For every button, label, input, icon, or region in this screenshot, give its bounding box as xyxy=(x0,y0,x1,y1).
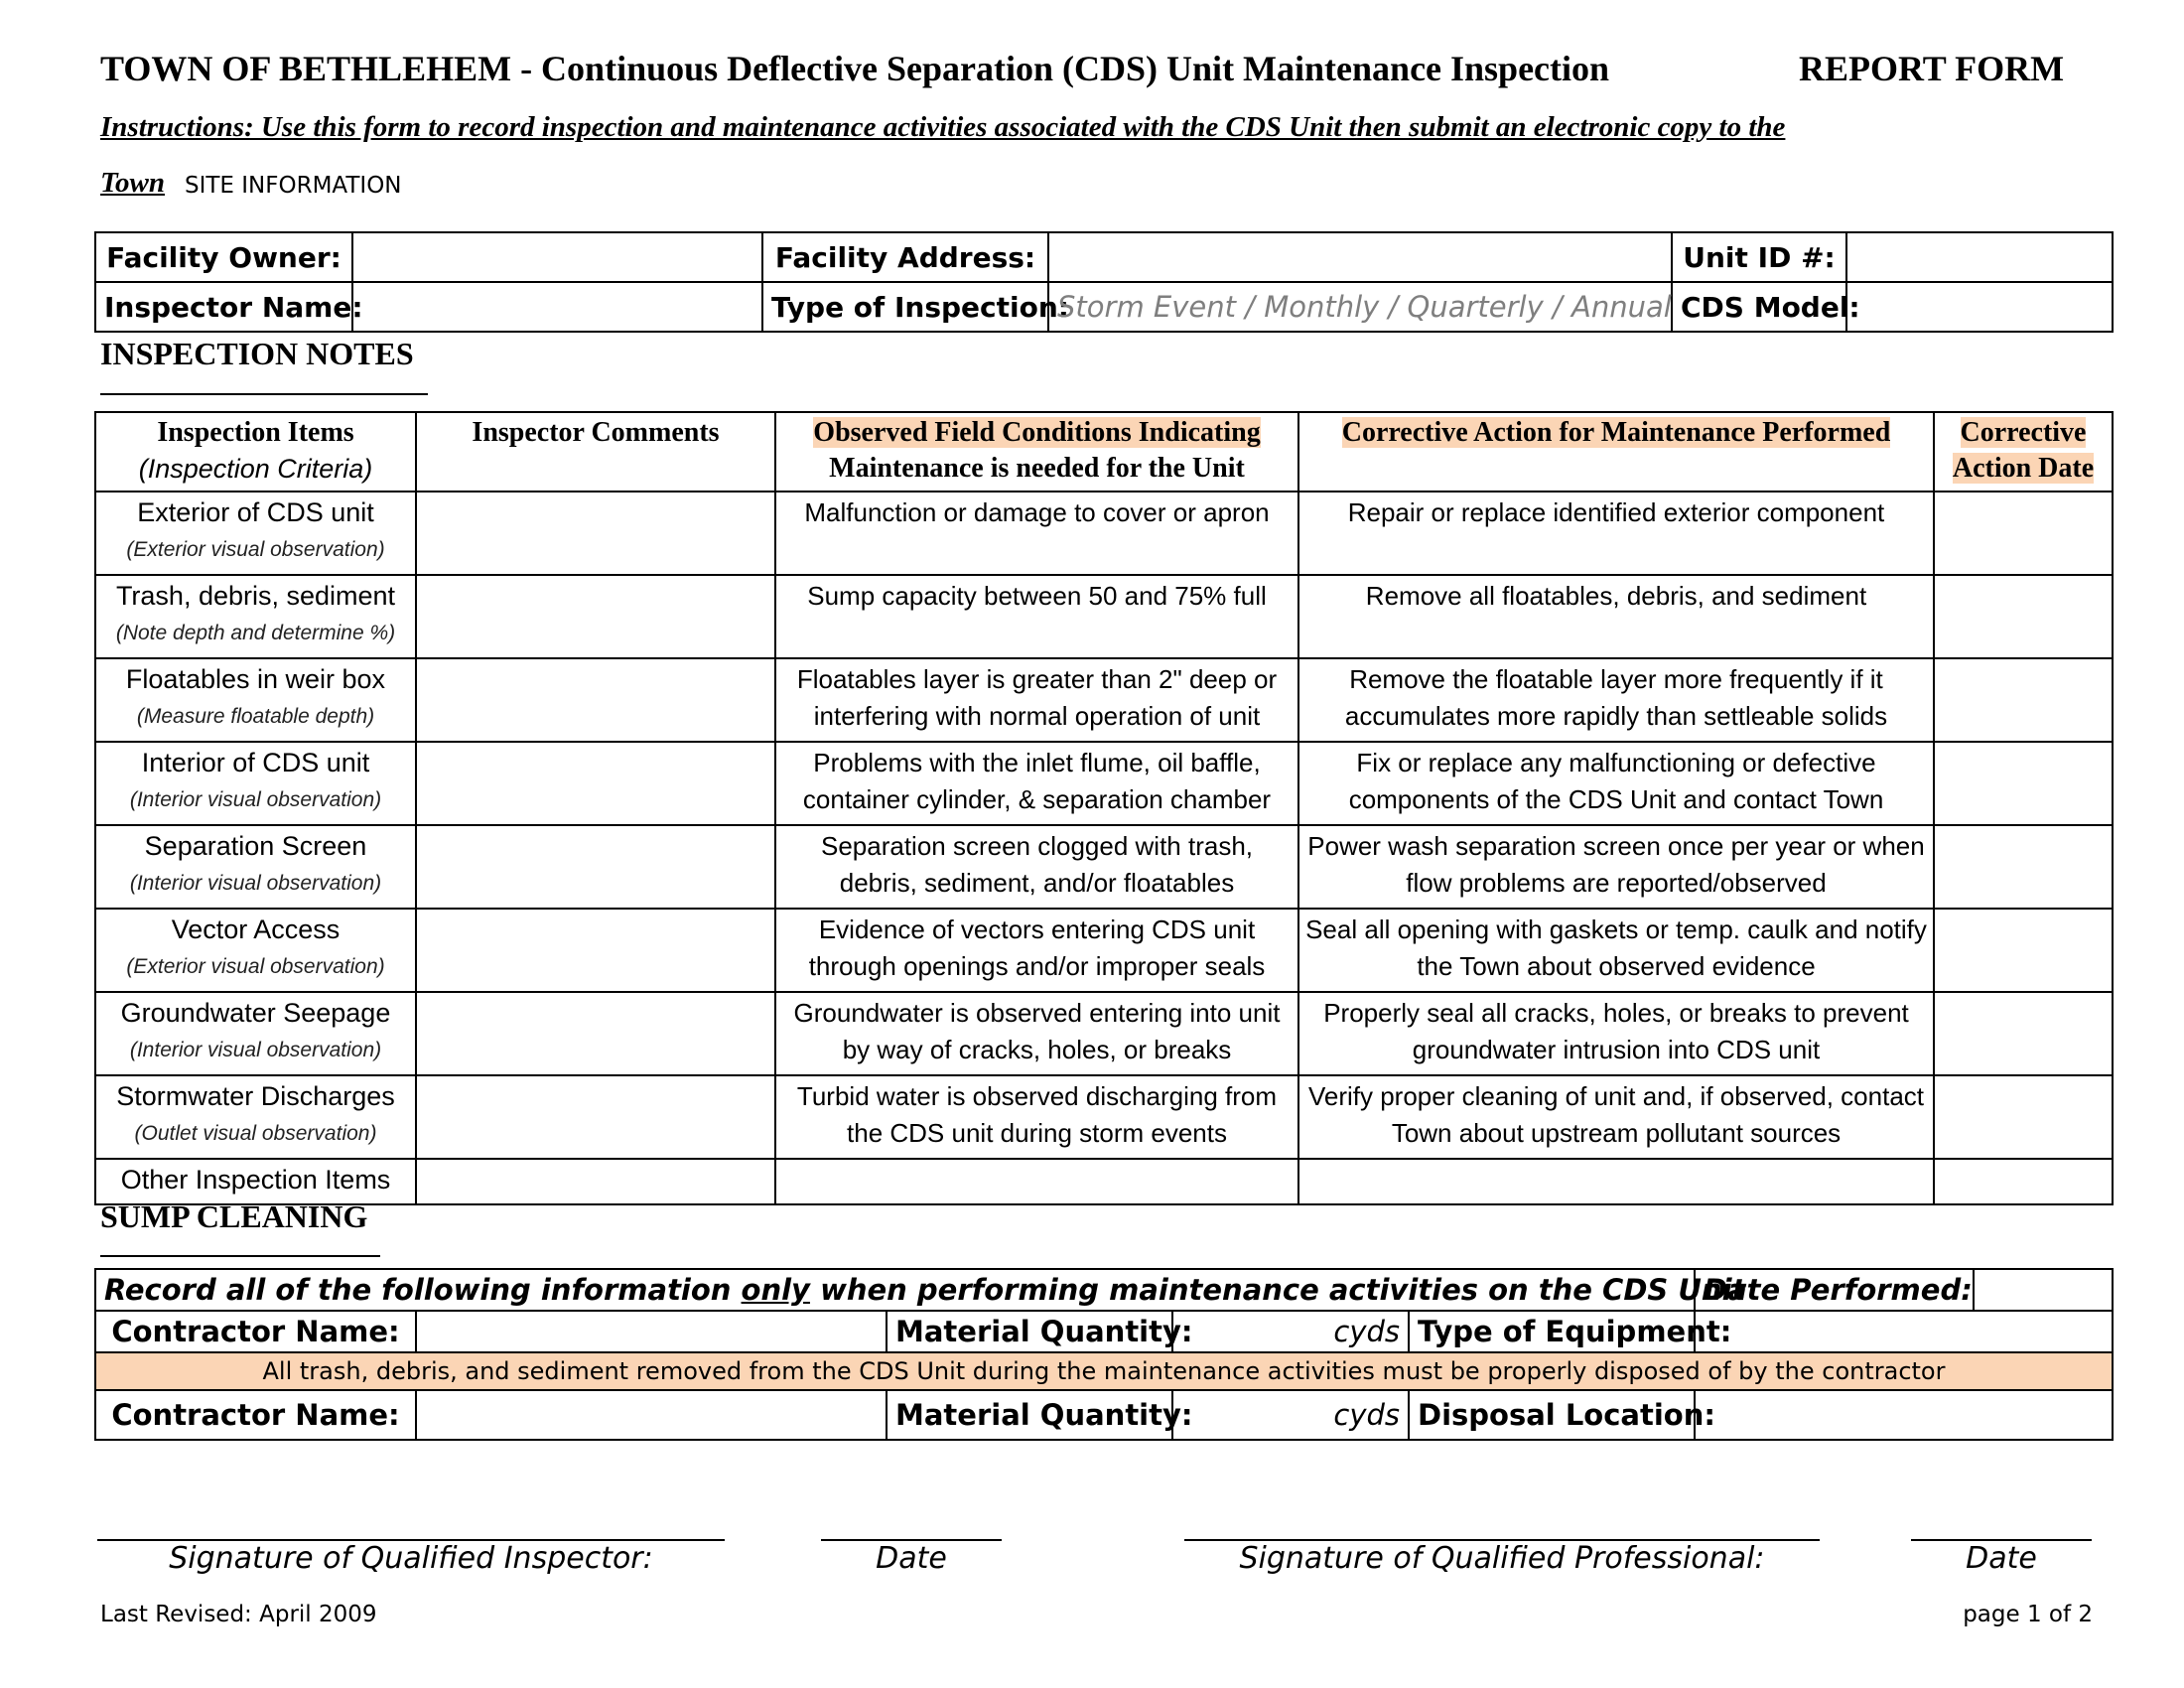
table-row xyxy=(95,492,2113,575)
column-corrective-action-label: Corrective Action for Maintenance Performed xyxy=(1341,417,1891,448)
material-quantity-field-2[interactable]: cyds xyxy=(1172,1390,1409,1440)
column-inspection-criteria: (Inspection Criteria) xyxy=(138,454,373,484)
facility-owner-field[interactable] xyxy=(352,232,762,282)
unit-id-label: Unit ID #: xyxy=(1672,232,1846,282)
table-row xyxy=(95,992,2113,1075)
corrective-action: Power wash separation screen once per year or when flow problems are reported/observed xyxy=(1298,825,1934,909)
sump-cleaning-rule xyxy=(100,1255,380,1257)
inspection-item-cell xyxy=(95,909,416,992)
inspection-item: Groundwater Seepage xyxy=(120,998,391,1028)
inspection-criteria: (Interior visual observation) xyxy=(129,872,382,895)
inspection-criteria: (Measure floatable depth) xyxy=(136,705,375,728)
column-corrective-date-line-1: Corrective xyxy=(1960,417,2087,448)
inspection-item-cell xyxy=(95,992,416,1075)
observed-condition: Separation screen clogged with trash, debris, sediment, and/or floatables xyxy=(775,825,1298,909)
form-title: TOWN OF BETHLEHEM - Continuous Deflective Separation (CDS) Unit Maintenance Inspection xyxy=(100,49,1610,88)
instructions-line-2: Town xyxy=(100,167,166,199)
inspection-type-label: Type of Inspection: xyxy=(762,282,1048,332)
observed-condition: Malfunction or damage to cover or apron xyxy=(775,492,1298,575)
inspection-criteria: (Interior visual observation) xyxy=(129,1039,382,1061)
corrective-action-date-field[interactable] xyxy=(1934,658,2113,742)
professional-date-label: Date xyxy=(1966,1541,2037,1576)
unit-id-field[interactable] xyxy=(1846,232,2113,282)
other-inspection-items-text: Other Inspection Items xyxy=(120,1165,391,1195)
observed-condition: Evidence of vectors entering CDS unit through openings and/or improper seals xyxy=(775,909,1298,992)
inspection-item-cell xyxy=(95,1075,416,1159)
corrective-action: Repair or replace identified exterior component xyxy=(1298,492,1934,575)
last-revised: Last Revised: April 2009 xyxy=(100,1602,377,1627)
other-condition-field[interactable] xyxy=(775,1159,1298,1204)
column-corrective-action xyxy=(1298,412,1934,492)
contractor-name-field[interactable] xyxy=(416,1311,887,1352)
site-information-heading: SITE INFORMATION xyxy=(185,173,402,199)
cds-model-field[interactable] xyxy=(1846,282,2113,332)
table-row xyxy=(95,658,2113,742)
inspection-item-cell xyxy=(95,492,416,575)
column-corrective-date-line-2: Action Date xyxy=(1952,453,2095,484)
inspection-item-cell xyxy=(95,575,416,658)
record-instruction xyxy=(95,1269,1746,1311)
contractor-name-label: Contractor Name: xyxy=(95,1311,416,1352)
inspection-criteria: (Exterior visual observation) xyxy=(126,955,385,978)
inspector-comments-field[interactable] xyxy=(416,992,775,1075)
equipment-type-field[interactable] xyxy=(1695,1311,2113,1352)
record-instruction-after: when performing maintenance activities on the CDS Unit xyxy=(809,1273,1746,1307)
inspection-criteria: (Note depth and determine %) xyxy=(115,622,396,644)
record-instruction-only: only xyxy=(741,1273,810,1307)
observed-condition: Floatables layer is greater than 2" deep or interfering with normal operation of unit xyxy=(775,658,1298,742)
inspection-item: Trash, debris, sediment xyxy=(115,581,396,611)
date-performed-label: Date Performed: xyxy=(1695,1269,1974,1311)
date-performed-field[interactable] xyxy=(1974,1269,2113,1311)
table-row xyxy=(95,575,2113,658)
observed-condition: Problems with the inlet flume, oil baffle, container cylinder, & separation chamber xyxy=(775,742,1298,825)
corrective-action-date-field[interactable] xyxy=(1934,492,2113,575)
material-quantity-label: Material Quantity: xyxy=(887,1311,1172,1352)
other-date-field[interactable] xyxy=(1934,1159,2113,1204)
column-observed-conditions-line-2: Maintenance is needed for the Unit xyxy=(829,453,1245,484)
other-action-field[interactable] xyxy=(1298,1159,1934,1204)
inspector-signature-label: Signature of Qualified Inspector: xyxy=(169,1541,653,1576)
inspection-item: Stormwater Discharges xyxy=(116,1081,395,1111)
column-observed-conditions xyxy=(775,412,1298,492)
corrective-action: Verify proper cleaning of unit and, if observed, contact Town about upstream pollutant sources xyxy=(1298,1075,1934,1159)
instructions-line-1: Instructions: Use this form to record inspection and maintenance activities associated with the CDS Unit then submit an electronic copy to the xyxy=(100,111,1786,143)
corrective-action-date-field[interactable] xyxy=(1934,1075,2113,1159)
corrective-action: Remove all floatables, debris, and sediment xyxy=(1298,575,1934,658)
inspector-comments-field[interactable] xyxy=(416,742,775,825)
inspection-item-cell xyxy=(95,658,416,742)
column-inspection-items xyxy=(95,412,416,492)
column-observed-conditions-line-1: Observed Field Conditions Indicating xyxy=(813,417,1261,448)
table-row xyxy=(95,1075,2113,1159)
disposal-location-field[interactable] xyxy=(1695,1390,2113,1440)
cds-model-label: CDS Model: xyxy=(1672,282,1846,332)
inspection-item: Separation Screen xyxy=(144,831,367,861)
other-comments-field[interactable] xyxy=(416,1159,775,1204)
page-number: page 1 of 2 xyxy=(1963,1602,2093,1627)
inspection-notes-rule xyxy=(100,393,428,395)
inspector-comments-field[interactable] xyxy=(416,909,775,992)
record-instruction-before: Record all of the following information xyxy=(104,1273,742,1307)
corrective-action: Properly seal all cracks, holes, or breaks to prevent groundwater intrusion into CDS unit xyxy=(1298,992,1934,1075)
inspection-table xyxy=(94,411,2114,1205)
inspection-item: Vector Access xyxy=(171,914,341,944)
inspection-item-cell xyxy=(95,825,416,909)
inspector-comments-field[interactable] xyxy=(416,492,775,575)
corrective-action-date-field[interactable] xyxy=(1934,992,2113,1075)
facility-address-label: Facility Address: xyxy=(762,232,1048,282)
inspection-notes-heading: INSPECTION NOTES xyxy=(100,336,414,371)
sump-cleaning-heading: SUMP CLEANING xyxy=(100,1198,368,1234)
inspector-name-label: Inspector Name: xyxy=(95,282,352,332)
professional-signature-label: Signature of Qualified Professional: xyxy=(1239,1541,1765,1576)
inspector-date-label: Date xyxy=(876,1541,947,1576)
corrective-action-date-field[interactable] xyxy=(1934,825,2113,909)
facility-owner-label: Facility Owner: xyxy=(95,232,352,282)
inspection-type-field[interactable]: Storm Event / Monthly / Quarterly / Annual xyxy=(1048,282,1672,332)
observed-condition: Turbid water is observed discharging from the CDS unit during storm events xyxy=(775,1075,1298,1159)
inspector-comments-field[interactable] xyxy=(416,825,775,909)
sump-cleaning-table xyxy=(94,1268,2114,1441)
table-row xyxy=(95,825,2113,909)
inspection-item: Exterior of CDS unit xyxy=(137,497,374,527)
corrective-action: Seal all opening with gaskets or temp. caulk and notify the Town about observed evidence xyxy=(1298,909,1934,992)
inspection-item: Interior of CDS unit xyxy=(141,748,370,777)
inspector-comments-field[interactable] xyxy=(416,1075,775,1159)
facility-address-field[interactable] xyxy=(1048,232,1672,282)
contractor-name-field-2[interactable] xyxy=(416,1390,887,1440)
column-corrective-date xyxy=(1934,412,2113,492)
corrective-action-date-field[interactable] xyxy=(1934,742,2113,825)
inspection-criteria: (Exterior visual observation) xyxy=(126,538,385,561)
equipment-type-label: Type of Equipment: xyxy=(1409,1311,1695,1352)
corrective-action-date-field[interactable] xyxy=(1934,575,2113,658)
column-inspection-items-title: Inspection Items xyxy=(157,417,354,448)
report-form-label: REPORT FORM xyxy=(1799,49,2065,88)
table-row xyxy=(95,742,2113,825)
inspection-item: Floatables in weir box xyxy=(125,664,386,694)
corrective-action-date-field[interactable] xyxy=(1934,909,2113,992)
inspector-name-field[interactable] xyxy=(352,282,762,332)
inspection-item-cell xyxy=(95,742,416,825)
material-quantity-field[interactable]: cyds xyxy=(1172,1311,1409,1352)
table-row-other xyxy=(95,1159,2113,1204)
disposal-note: All trash, debris, and sediment removed from the CDS Unit during the maintenance activities must be properly disposed of by the contractor xyxy=(95,1352,2113,1390)
corrective-action: Remove the floatable layer more frequently if it accumulates more rapidly than settleable solids xyxy=(1298,658,1934,742)
inspector-comments-field[interactable] xyxy=(416,575,775,658)
inspection-criteria: (Outlet visual observation) xyxy=(134,1122,377,1145)
column-inspector-comments: Inspector Comments xyxy=(416,412,775,492)
inspection-criteria: (Interior visual observation) xyxy=(129,788,382,811)
site-information-table xyxy=(94,231,2114,333)
table-row xyxy=(95,909,2113,992)
contractor-name-label-2: Contractor Name: xyxy=(95,1390,416,1440)
corrective-action: Fix or replace any malfunctioning or defective components of the CDS Unit and contact Town xyxy=(1298,742,1934,825)
observed-condition: Groundwater is observed entering into unit by way of cracks, holes, or breaks xyxy=(775,992,1298,1075)
inspector-comments-field[interactable] xyxy=(416,658,775,742)
disposal-location-label: Disposal Location: xyxy=(1409,1390,1695,1440)
material-quantity-label-2: Material Quantity: xyxy=(887,1390,1172,1440)
observed-condition: Sump capacity between 50 and 75% full xyxy=(775,575,1298,658)
